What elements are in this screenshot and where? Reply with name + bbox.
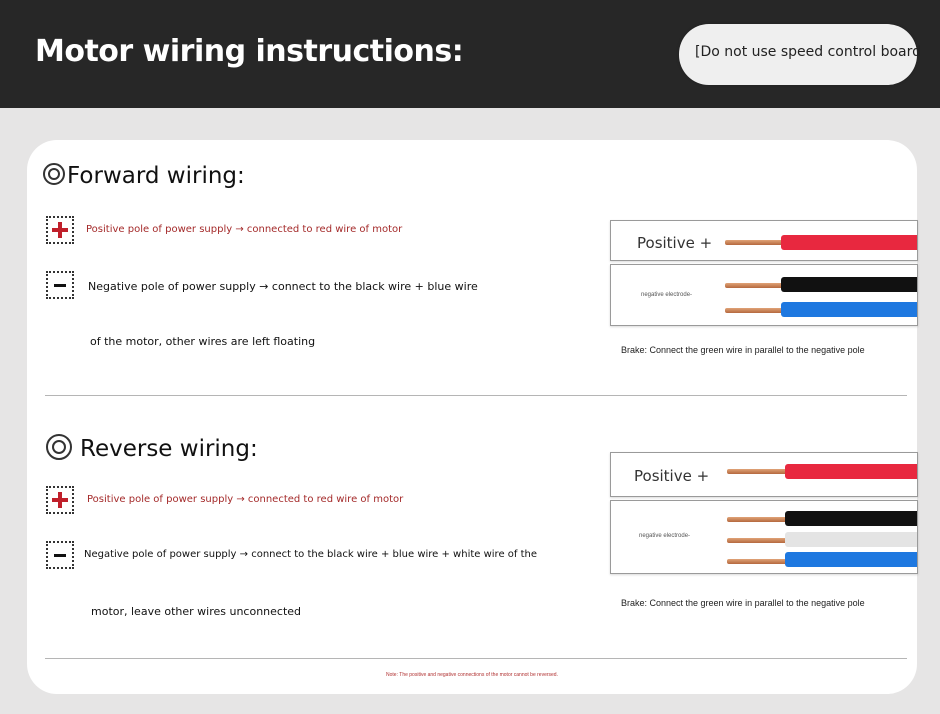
black-wire [781, 277, 917, 292]
black-wire [785, 511, 917, 526]
reverse-section-title [46, 434, 258, 462]
reverse-brake-caption: Brake: Connect the green wire in parallel to the negative pole [621, 598, 865, 608]
blue-wire [785, 552, 917, 567]
double-circle-icon [43, 163, 65, 185]
red-wire [785, 464, 917, 479]
reverse-positive-text: Positive pole of power supply → connected to red wire of motor [87, 494, 404, 505]
reverse-negative-wire-box [610, 500, 918, 574]
copper-strand [727, 559, 789, 564]
copper-strand [727, 538, 789, 543]
forward-negative-label: negative electrode- [641, 292, 693, 298]
header-bar [0, 0, 940, 108]
copper-strand [725, 283, 787, 288]
reverse-positive-wire-box [610, 452, 918, 497]
copper-strand [727, 469, 789, 474]
blue-wire [781, 302, 917, 317]
forward-negative-text-1: Negative pole of power supply → connect to the black wire + blue wire [88, 280, 478, 293]
page-title: Motor wiring instructions: [35, 34, 464, 69]
forward-title-text: Forward wiring: [67, 163, 245, 189]
white-wire [785, 532, 917, 547]
warning-badge [679, 24, 922, 85]
warning-badge-text: [Do not use speed control board [695, 44, 922, 60]
plus-icon [46, 216, 74, 244]
copper-strand [727, 517, 789, 522]
section-divider [45, 395, 907, 396]
reverse-negative-text-2: motor, leave other wires unconnected [91, 605, 302, 618]
forward-section-title [43, 163, 245, 189]
copper-strand [725, 240, 785, 245]
forward-positive-text: Positive pole of power supply → connected to red wire of motor [86, 224, 403, 235]
copper-strand [725, 308, 787, 313]
reverse-title-text: Reverse wiring: [80, 436, 258, 462]
plus-icon [46, 486, 74, 514]
minus-icon [46, 271, 74, 299]
forward-brake-caption: Brake: Connect the green wire in parallel to the negative pole [621, 345, 865, 355]
minus-icon [46, 541, 74, 569]
double-circle-icon [46, 434, 72, 460]
reverse-positive-label: Positive + [634, 467, 710, 485]
forward-negative-text-2: of the motor, other wires are left floating [90, 335, 316, 348]
forward-positive-wire-box [610, 220, 918, 261]
forward-positive-label: Positive + [637, 234, 713, 252]
forward-negative-wire-box [610, 264, 918, 326]
reverse-negative-label: negative electrode- [639, 533, 691, 539]
section-divider [45, 658, 907, 659]
reverse-negative-text-1: Negative pole of power supply → connect to the black wire + blue wire + white wire of the [84, 549, 538, 560]
red-wire [781, 235, 917, 250]
footer-note: Note: The positive and negative connections of the motor cannot be reversed. [386, 672, 558, 678]
